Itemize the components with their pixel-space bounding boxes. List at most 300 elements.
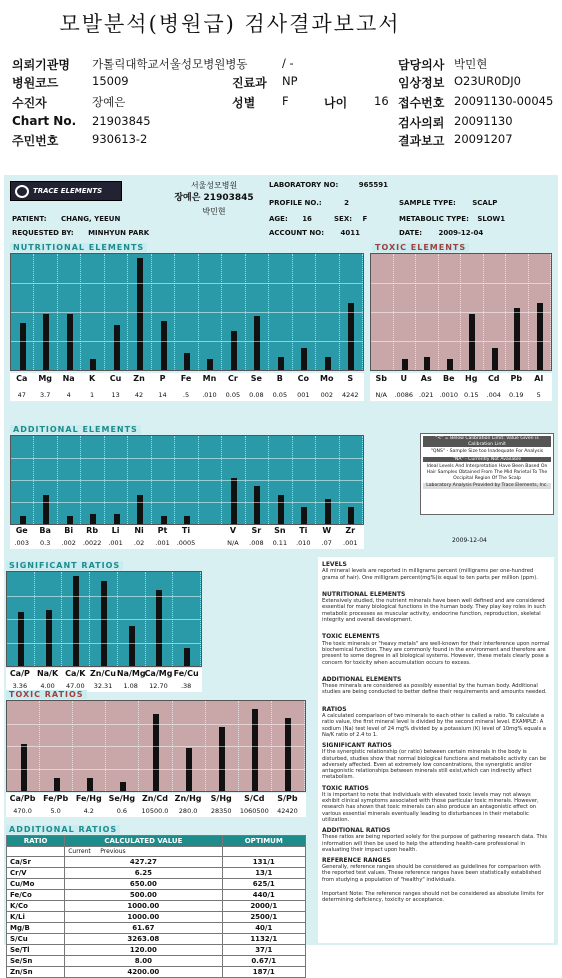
chart-bar — [348, 507, 354, 524]
note-block — [322, 674, 550, 696]
chart-value: .0086 — [394, 391, 414, 399]
chart-bar — [184, 353, 190, 370]
chart-label: Sr — [251, 526, 262, 535]
ratio-cell: 13/1 — [222, 868, 305, 879]
ratio-cell: Se/Sn — [7, 956, 65, 967]
chart-bar — [90, 359, 96, 370]
note-heading: SIGNIFICANT RATIOS — [322, 742, 392, 749]
ratio-row — [7, 879, 306, 890]
chart-label: As — [420, 374, 432, 383]
note-block — [322, 891, 550, 904]
chart-bar — [43, 314, 49, 370]
chart-value: 0.05 — [272, 391, 288, 399]
chart-label: Mn — [202, 374, 217, 383]
header-right-label: 임상정보 — [398, 76, 445, 90]
notes-panel — [318, 557, 554, 943]
ratio-row — [7, 923, 306, 934]
grid-line — [7, 746, 305, 747]
chart-value: 14 — [158, 391, 167, 399]
chart-label: S/Pb — [277, 794, 298, 803]
additional-ratios-title: ADDITIONAL RATIOS — [6, 825, 120, 834]
nutritional-labels — [10, 373, 364, 401]
header-left-label: Chart No. — [12, 114, 77, 128]
chart-label: Ge — [15, 526, 28, 535]
chart-bar — [43, 495, 49, 524]
legend-line-5: Laboratory Analysis Provided by Trace Elements, Inc. — [423, 483, 551, 489]
chart-label: Ca — [16, 374, 28, 383]
chart-value: .002 — [61, 539, 76, 547]
chart-value: 0.6 — [116, 807, 128, 815]
ratio-row — [7, 857, 306, 868]
metabolic-type: SLOW1 — [477, 215, 506, 223]
header-mid-value: / - — [282, 56, 294, 70]
chart-bar — [18, 612, 24, 666]
chart-value: 13 — [111, 391, 120, 399]
chart-value: .003 — [14, 539, 29, 547]
age-label: AGE: — [269, 215, 288, 223]
note-text: Extensively studied, the nutrient minerals have been well defined and are considered essential for many biological functions in the human body. They play key roles in such metabolic processes as muscular activity, endocrine function, reproduction, skeletal integrity and overall development. — [322, 598, 546, 624]
chart-label: S — [347, 374, 354, 383]
age-value: 16 — [302, 215, 312, 223]
significant-labels — [6, 668, 202, 692]
chart-value: 32.31 — [93, 682, 113, 690]
chart-value: .021 — [419, 391, 434, 399]
chart-label: Cr — [228, 374, 238, 383]
ratio-cell: 187/1 — [222, 967, 305, 978]
grid-line — [7, 596, 201, 597]
sample-type-label: SAMPLE TYPE: — [399, 199, 456, 207]
ratio-cell: Cu/Mo — [7, 879, 65, 890]
chart-bar — [21, 744, 27, 791]
chart-label: Co — [297, 374, 309, 383]
ratio-row — [7, 912, 306, 923]
note-text: A calculated comparison of two minerals to each other is called a ratio. To calculate a ratio value, the first mineral level is divided by the second mineral level. EXAMPLE: A sodium (Na) test level of 24 mg% divided by a potassium (K) level of 10mg% equals a Na/K ratio of 2.4 to 1. — [322, 713, 546, 738]
ratio-row — [7, 934, 306, 945]
chart-value: 3.7 — [40, 391, 51, 399]
legend-box — [420, 433, 554, 515]
lab-no-label: LABORATORY NO: — [269, 181, 339, 189]
chart-value: .010 — [296, 539, 311, 547]
sample-type: SCALP — [472, 199, 498, 207]
chart-label: Ca/P — [9, 669, 30, 678]
chart-value: 0.19 — [509, 391, 524, 399]
ratio-cell: K/Co — [7, 901, 65, 912]
chart-label: Al — [534, 374, 544, 383]
chart-bar — [301, 348, 307, 370]
chart-bar — [186, 748, 192, 791]
chart-label: Ca/K — [65, 669, 86, 678]
ratio-cell: 6.25 — [65, 868, 222, 879]
legend-line-3: "NA" - Currently Not Available — [423, 457, 551, 463]
ratio-cell: 40/1 — [222, 923, 305, 934]
header-left-value: 21903845 — [92, 114, 151, 128]
chart-label: B — [276, 374, 283, 383]
chart-value: 5.0 — [50, 807, 61, 815]
sex-value: F — [362, 215, 368, 223]
chart-label: Sb — [375, 374, 387, 383]
chart-label: Ti — [181, 526, 191, 535]
ratio-cell: Fe/Co — [7, 890, 65, 901]
chart-label: Zn/Cd — [141, 794, 168, 803]
toxic-chart — [370, 253, 552, 371]
header-left-label: 의뢰기관명 — [12, 58, 70, 72]
chart-bar — [90, 514, 96, 524]
chart-value: 3.36 — [12, 682, 28, 690]
chart-bar — [120, 782, 126, 791]
header-right-label: 접수번호 — [398, 96, 445, 110]
note-block — [322, 740, 550, 781]
ratio-row — [7, 890, 306, 901]
chart-bar — [114, 514, 120, 524]
ratio-cell: Ca/Sr — [7, 857, 65, 868]
grid-line — [11, 341, 363, 342]
chart-value: N/A — [375, 391, 387, 399]
chart-value: 4.00 — [40, 682, 55, 690]
chart-bar — [514, 308, 520, 370]
chart-label: Zn/Hg — [174, 794, 202, 803]
chart-label: Mo — [320, 374, 334, 383]
chart-bar — [207, 359, 213, 370]
ratio-sub-cell — [222, 847, 305, 857]
grid-line — [7, 619, 201, 620]
chart-bar — [254, 486, 260, 524]
note-text: The toxic minerals or "heavy metals" are well-known for their interference upon normal biochemical function. They are commonly found in the environment and therefore are present to some degree in all biological systems. However, these metals clearly pose a concern for toxicity when accumulation occurs to excess. — [322, 640, 550, 666]
chart-value: 4.2 — [83, 807, 94, 815]
chart-label: Fe/Pb — [43, 794, 69, 803]
chart-value: 4242 — [341, 391, 359, 399]
additional-chart — [10, 435, 364, 525]
profile-no: 2 — [344, 199, 349, 207]
note-block — [322, 855, 550, 883]
header-mid-value: 16 — [374, 94, 389, 108]
grid-line — [7, 724, 305, 725]
ratio-cell: Cr/V — [7, 868, 65, 879]
chart-label: Zn — [133, 374, 145, 383]
chart-label: Mg — [38, 374, 53, 383]
toxic-ratios-title: TOXIC RATIOS — [6, 690, 87, 699]
chart-value: 0.08 — [249, 391, 264, 399]
chart-bar — [469, 314, 475, 370]
chart-value: 1.08 — [123, 682, 138, 690]
chart-value: 5 — [536, 391, 541, 399]
grid-line — [11, 480, 363, 481]
report-date: 2009-12-04 — [438, 229, 484, 237]
chart-bar — [20, 323, 26, 370]
grid-line — [11, 458, 363, 459]
chart-bar — [184, 516, 190, 524]
ratio-cell: 1000.00 — [65, 901, 222, 912]
chart-bar — [254, 316, 260, 370]
chart-value: .02 — [133, 539, 145, 547]
chart-value: 0.3 — [40, 539, 51, 547]
chart-value: 1 — [90, 391, 95, 399]
ratio-cell: Zn/Sn — [7, 967, 65, 978]
header-left-value: 15009 — [92, 74, 129, 88]
chart-label: Na/K — [36, 669, 59, 678]
chart-value: 280.0 — [178, 807, 198, 815]
ratio-cell: 440/1 — [222, 890, 305, 901]
header-left-value: 장예은 — [92, 95, 126, 109]
grid-line — [371, 341, 551, 342]
chart-label: U — [400, 374, 407, 383]
header-left-label: 수진자 — [12, 96, 47, 110]
grid-line — [371, 283, 551, 284]
grid-line — [11, 283, 363, 284]
ratio-header-cell: OPTIMUM — [222, 836, 305, 847]
account-no: 4011 — [340, 229, 360, 237]
chart-bar — [184, 648, 190, 666]
chart-value: .001 — [108, 539, 123, 547]
chart-value: 42420 — [277, 807, 298, 815]
toxic-ratios-labels — [6, 793, 306, 817]
ratio-header-cell: RATIO — [7, 836, 65, 847]
chart-label: W — [322, 526, 332, 535]
chart-bar — [231, 331, 237, 370]
chart-label: Ba — [39, 526, 51, 535]
header-right-label: 결과보고 — [398, 134, 445, 148]
header-left-label: 병원코드 — [12, 76, 59, 90]
note-block — [322, 631, 550, 665]
doctor-name: 박민현 — [202, 207, 226, 216]
note-text: These ratios are being reported solely for the purpose of gathering research data. This information will then be used to help the attending health-care professional in evaluating their impact upon health. — [322, 834, 548, 853]
patient-name: CHANG, YEEUN — [61, 215, 121, 223]
chart-value: 10500.0 — [141, 807, 169, 815]
chart-label: S/Hg — [210, 794, 232, 803]
chart-value: .004 — [486, 391, 501, 399]
chart-value: N/A — [227, 539, 239, 547]
chart-bar — [278, 495, 284, 524]
header-mid-value: NP — [282, 74, 298, 88]
ratio-cell: 120.00 — [65, 945, 222, 956]
chart-bar — [153, 714, 159, 791]
date-label: DATE: — [399, 229, 423, 237]
sub-previous: Previous — [100, 848, 126, 855]
note-heading: NUTRITIONAL ELEMENTS — [322, 590, 406, 598]
account-label: ACCOUNT NO: — [269, 229, 325, 237]
chart-bar — [114, 325, 120, 370]
ratio-cell: 2500/1 — [222, 912, 305, 923]
chart-label: Pt — [157, 526, 168, 535]
significant-chart — [6, 571, 202, 667]
ratio-row — [7, 967, 306, 978]
note-heading: LEVELS — [322, 561, 347, 568]
requested-label: REQUESTED BY: — [12, 229, 74, 237]
chart-bar — [325, 357, 331, 370]
ratio-cell: 625/1 — [222, 879, 305, 890]
lab-logo — [10, 181, 122, 201]
chart-value: 12.70 — [149, 682, 168, 690]
ratio-cell: 2000/1 — [222, 901, 305, 912]
chart-value: 42 — [134, 391, 144, 399]
header-right-value: 20091130 — [454, 114, 513, 128]
note-heading: REFERENCE RANGES — [322, 856, 391, 864]
header-mid-value: F — [282, 94, 289, 108]
chart-value: .008 — [249, 539, 264, 547]
grid-line — [7, 769, 305, 770]
chart-bar — [67, 314, 73, 370]
ratio-sub-cell — [7, 847, 65, 857]
chart-bar — [278, 357, 284, 370]
header-right-label: 담당의사 — [398, 58, 445, 72]
chart-label: Se — [250, 374, 262, 383]
header-mid-label: 성별 — [232, 96, 256, 110]
note-block — [322, 589, 550, 623]
ratio-cell: 37/1 — [222, 945, 305, 956]
ratio-sub-cell — [65, 847, 222, 857]
header-left-value: 가톨릭대학교서울성모병원병동 — [92, 57, 248, 71]
page-title: 모발분석(병원급) 검사결과보고서 — [59, 12, 401, 36]
ratio-cell: 500.00 — [65, 890, 222, 901]
chart-bar — [129, 626, 135, 667]
significant-title: SIGNIFICANT RATIOS — [6, 561, 123, 570]
ratio-row — [7, 868, 306, 879]
grid-line — [11, 502, 363, 503]
chart-value: 0.05 — [225, 391, 241, 399]
ratio-cell: 3263.08 — [65, 934, 222, 945]
chart-label: Cd — [487, 374, 500, 383]
chart-label: Zr — [345, 526, 356, 535]
legend-line-2: "QNS" - Sample Size too Inadequate For Analysis — [430, 449, 544, 455]
ratio-cell: 61.67 — [65, 923, 222, 934]
chart-value: .0005 — [176, 539, 196, 547]
ratio-cell: 0.67/1 — [222, 956, 305, 967]
chart-value: 001 — [297, 391, 310, 399]
legend-line-4: Ideal Levels And Interpretation Have Been Based On Hair Samples Obtained From The Mid Parietal To The Occipital Region Of The Scalp — [426, 464, 548, 481]
chart-label: Be — [442, 374, 455, 383]
chart-label: Bi — [64, 526, 74, 535]
note-block — [322, 704, 550, 738]
chart-bar — [101, 581, 107, 667]
lab-logo-icon — [15, 185, 29, 198]
ratio-cell: S/Cu — [7, 934, 65, 945]
note-heading: ADDITIONAL RATIOS — [322, 827, 391, 834]
note-block — [322, 825, 550, 853]
ratio-header-cell: CALCULATED VALUE — [65, 836, 222, 847]
note-heading: RATIOS — [322, 705, 347, 713]
ratio-row — [7, 956, 306, 967]
ratio-cell: 650.00 — [65, 879, 222, 890]
patient-label: PATIENT: — [12, 215, 47, 223]
note-text: Important Note: The reference ranges should not be considered as absolute limits for determining deficiency, toxicity or acceptance. — [322, 891, 544, 904]
chart-value: 47.00 — [65, 682, 85, 690]
grid-line — [11, 312, 363, 313]
note-text: It is important to note that individuals with elevated toxic levels may not always exhibit clinical symptoms associated with those particular toxic minerals. However, research has shown that toxic minerals can also produce an antagonistic effect on various essential minerals eventually leading to disturbances in their metabolic utilization. — [322, 791, 539, 823]
chart-label: Fe/Cu — [173, 669, 199, 678]
chart-label: Na — [62, 374, 75, 383]
chart-bar — [161, 516, 167, 524]
note-heading: ADDITIONAL ELEMENTS — [322, 675, 402, 683]
header-mid-label: 나이 — [324, 96, 348, 110]
legend-line-1: "<" = Below Calibration Limit: Value Given is Calibration Limit — [423, 436, 551, 447]
additional-ratios-table — [6, 835, 306, 978]
note-block — [322, 559, 550, 581]
note-text: All mineral levels are reported in milligrams percent (milligrams per one-hundred grams of hair). One milligram percent(mg%)is equal to ten parts per million (ppm). — [322, 568, 538, 581]
chart-bar — [447, 359, 453, 370]
ratio-cell: 1000.00 — [65, 912, 222, 923]
note-text: These minerals are considered as possibly essential by the human body. Additional studies are being conducted to better define their requirements and amounts needed. — [322, 683, 547, 696]
chart-label: Ni — [134, 526, 144, 535]
patient-line: 장예은 21903845 — [174, 193, 254, 203]
nutritional-chart — [10, 253, 364, 371]
additional-labels — [10, 525, 364, 549]
chart-label: Cu — [109, 374, 122, 383]
chart-label: Na/Mg — [116, 669, 146, 678]
chart-label: Ca/Pb — [9, 794, 36, 803]
requested-by: MINHYUN PARK — [88, 229, 150, 237]
chart-value: 28350 — [210, 807, 232, 815]
ratio-cell: Se/Tl — [7, 945, 65, 956]
chart-value: .38 — [180, 682, 192, 690]
chart-bar — [161, 321, 167, 370]
header-right-label: 검사의뢰 — [398, 116, 445, 130]
chart-label: V — [229, 526, 237, 535]
chart-bar — [231, 478, 237, 524]
ratio-row — [7, 901, 306, 912]
ratio-cell: K/Li — [7, 912, 65, 923]
note-heading: TOXIC ELEMENTS — [322, 633, 380, 641]
chart-label: Fe — [180, 374, 192, 383]
additional-title: ADDITIONAL ELEMENTS — [10, 425, 141, 434]
toxic-labels — [370, 373, 552, 401]
chart-label: Pb — [510, 374, 523, 383]
ratio-cell: 1132/1 — [222, 934, 305, 945]
metabolic-label: METABOLIC TYPE: — [399, 215, 469, 223]
header-mid-label: 진료과 — [232, 76, 267, 90]
chart-value: 47 — [17, 391, 26, 399]
chart-value: 002 — [320, 391, 333, 399]
lab-no: 965591 — [358, 181, 388, 189]
chart-value: 0.11 — [272, 539, 288, 547]
chart-label: S/Cd — [244, 794, 265, 803]
chart-value: .0022 — [82, 539, 102, 547]
ratio-row — [7, 945, 306, 956]
chart-bar — [252, 709, 258, 791]
hospital-name: 서울성모병원 — [190, 181, 238, 190]
ratio-cell: Mg/B — [7, 923, 65, 934]
chart-bar — [301, 507, 307, 524]
chart-label: P — [159, 374, 166, 383]
chart-bar — [219, 727, 225, 792]
ratio-cell: 4200.00 — [65, 967, 222, 978]
note-text: If the synergistic relationship (or ratio) between certain minerals in the body is disturbed, studies show that normal biological functions and metabolic activity can be adversely affected. Even at extremely low concentrations, the synergistic and/or antagonistic relationships between minerals still exist,which can indirectly affect metabolism. — [322, 749, 547, 781]
chart-value: 0.15 — [464, 391, 479, 399]
chart-bar — [424, 357, 430, 370]
header-left-label: 주민번호 — [12, 134, 59, 148]
chart-bar — [87, 778, 93, 791]
grid-line — [7, 643, 201, 644]
chart-value: 470.0 — [13, 807, 32, 815]
chart-label: K — [89, 374, 96, 383]
ratio-cell: 427.27 — [65, 857, 222, 868]
nutritional-title: NUTRITIONAL ELEMENTS — [10, 243, 147, 252]
chart-label: Hg — [465, 374, 478, 383]
chart-bar — [137, 495, 143, 524]
sex-label: SEX: — [334, 215, 353, 223]
header-right-value: 박민현 — [454, 57, 488, 71]
toxic-ratios-chart — [6, 700, 306, 792]
legend-date: 2009-12-04 — [452, 537, 487, 544]
chart-bar — [156, 590, 162, 667]
chart-value: .010 — [202, 391, 217, 399]
lab-name: TRACE ELEMENTS — [33, 187, 103, 195]
chart-bar — [67, 516, 73, 524]
chart-label: Ti — [299, 526, 308, 535]
chart-label: Se/Hg — [108, 794, 136, 803]
chart-value: .001 — [343, 539, 358, 547]
note-text: Generally, reference ranges should be considered as guidelines for comparison with the reported test values. These reference ranges have been statistically established from studying a population of "healthy" individuals. — [322, 864, 541, 883]
chart-value: 4 — [66, 391, 71, 399]
chart-bar — [285, 718, 291, 791]
